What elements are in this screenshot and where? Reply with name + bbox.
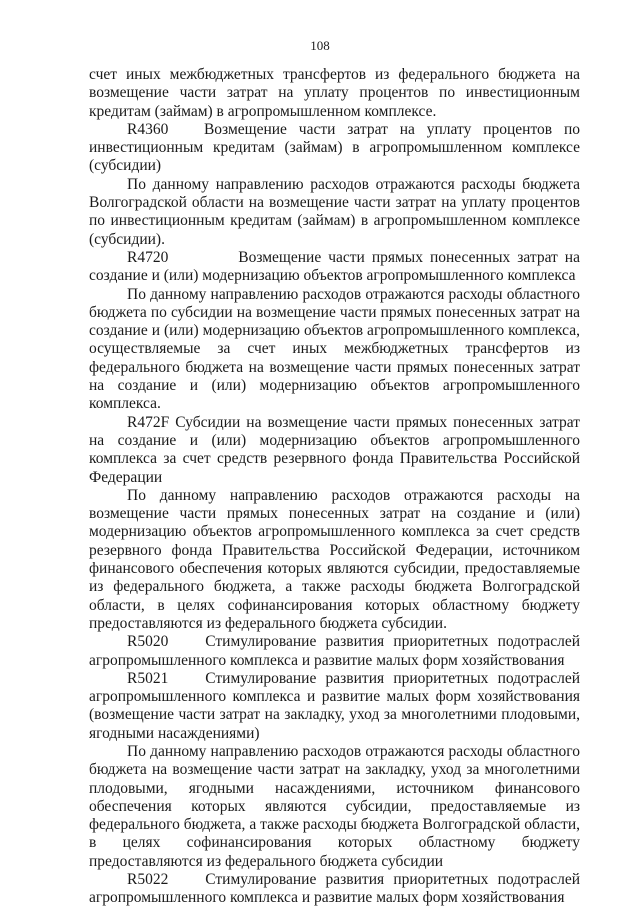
section-title: Стимулирование развития приоритетных подотраслей агропромышленного комплекса и развитие малых форм хозяйствования (возмещение части затрат на закладку, уход за многолетними плодовыми, ягодными насаждениями) [89, 669, 580, 742]
budget-code: R5022 [127, 871, 169, 889]
paragraph-r4720-body: По данному направлению расходов отражаются расходы областного бюджета по субсидии на возмещение части прямых понесенных затрат на создание и (или) модернизацию объектов агропромышленного комплекса, осуществляемые за счет иных межбюджетных трансфертов из федерального бюджета на возмещение части прямых понесенных затрат на создание и (или) модернизацию объектов агропромышленного комплекса. [89, 285, 580, 413]
section-title: Возмещение части прямых понесенных затрат на создание и (или) модернизацию объектов агропромышленного комплекса [89, 248, 580, 285]
section-title: Стимулирование развития приоритетных подотраслей агропромышленного комплекса и развитие малых форм хозяйствования [89, 633, 580, 669]
paragraph-intro-continuation: счет иных межбюджетных трансфертов из федерального бюджета на возмещение части затрат на уплату процентов по инвестиционным кредитам (займам) в агропромышленном комплексе. [89, 66, 580, 120]
section-title: Субсидии на возмещение части прямых понесенных затрат на создание и (или) модернизацию объектов агропромышленного комплекса за счет средств резервного фонда Правительства Российской Федерации [89, 413, 580, 486]
section-heading-r4360 [89, 121, 580, 176]
budget-code: R5020 [127, 633, 169, 651]
paragraph-r472f-body: По данному направлению расходов отражаются расходы на возмещение части прямых понесенных затрат на создание и (или) модернизацию объектов агропромышленного комплекса за счет средств резервного фонда Правительства Российской Федерации, источником финансового обеспечения которых являются субсидии, предоставляемые из федерального бюджета, а также расходы бюджета Волгоградской области, в целях софинансирования которых областному бюджету предоставляются из федерального бюджета субсидии. [89, 486, 580, 632]
section-heading-r4720 [89, 249, 580, 286]
section-heading-r5020 [89, 633, 580, 670]
budget-code: R5021 [127, 669, 169, 687]
paragraph-r4360-body: По данному направлению расходов отражаются расходы бюджета Волгоградской области на возмещение части затрат на уплату процентов по инвестиционным кредитам (займам) в агропромышленном комплексе (субсидии). [89, 175, 580, 248]
budget-code: R4720 [127, 248, 169, 266]
document-body [89, 66, 580, 908]
section-title: Стимулирование развития приоритетных подотраслей агропромышленного комплекса и развитие малых форм хозяйствования [89, 871, 580, 907]
section-title: Возмещение части затрат на уплату процентов по инвестиционным кредитам (займам) в агропромышленном комплексе (субсидии) [89, 120, 581, 175]
section-heading-r5022 [89, 871, 580, 908]
paragraph-r5021-body: По данному направлению расходов отражаются расходы областного бюджета на возмещение части затрат на закладку, уход за многолетними плодовыми, ягодными насаждениями, источником финансового обеспечения которых являются субсидии, предоставляемые из федерального бюджета, а также расходы бюджета Волгоградской области, в целях софинансирования которых областному бюджету предоставляются из федерального бюджета субсидии [89, 742, 580, 870]
budget-code: R472F [127, 413, 170, 431]
page-number: 108 [310, 38, 330, 53]
section-heading-r5021 [89, 670, 580, 743]
section-heading-r472f [89, 414, 580, 487]
budget-code: R4360 [127, 120, 169, 138]
